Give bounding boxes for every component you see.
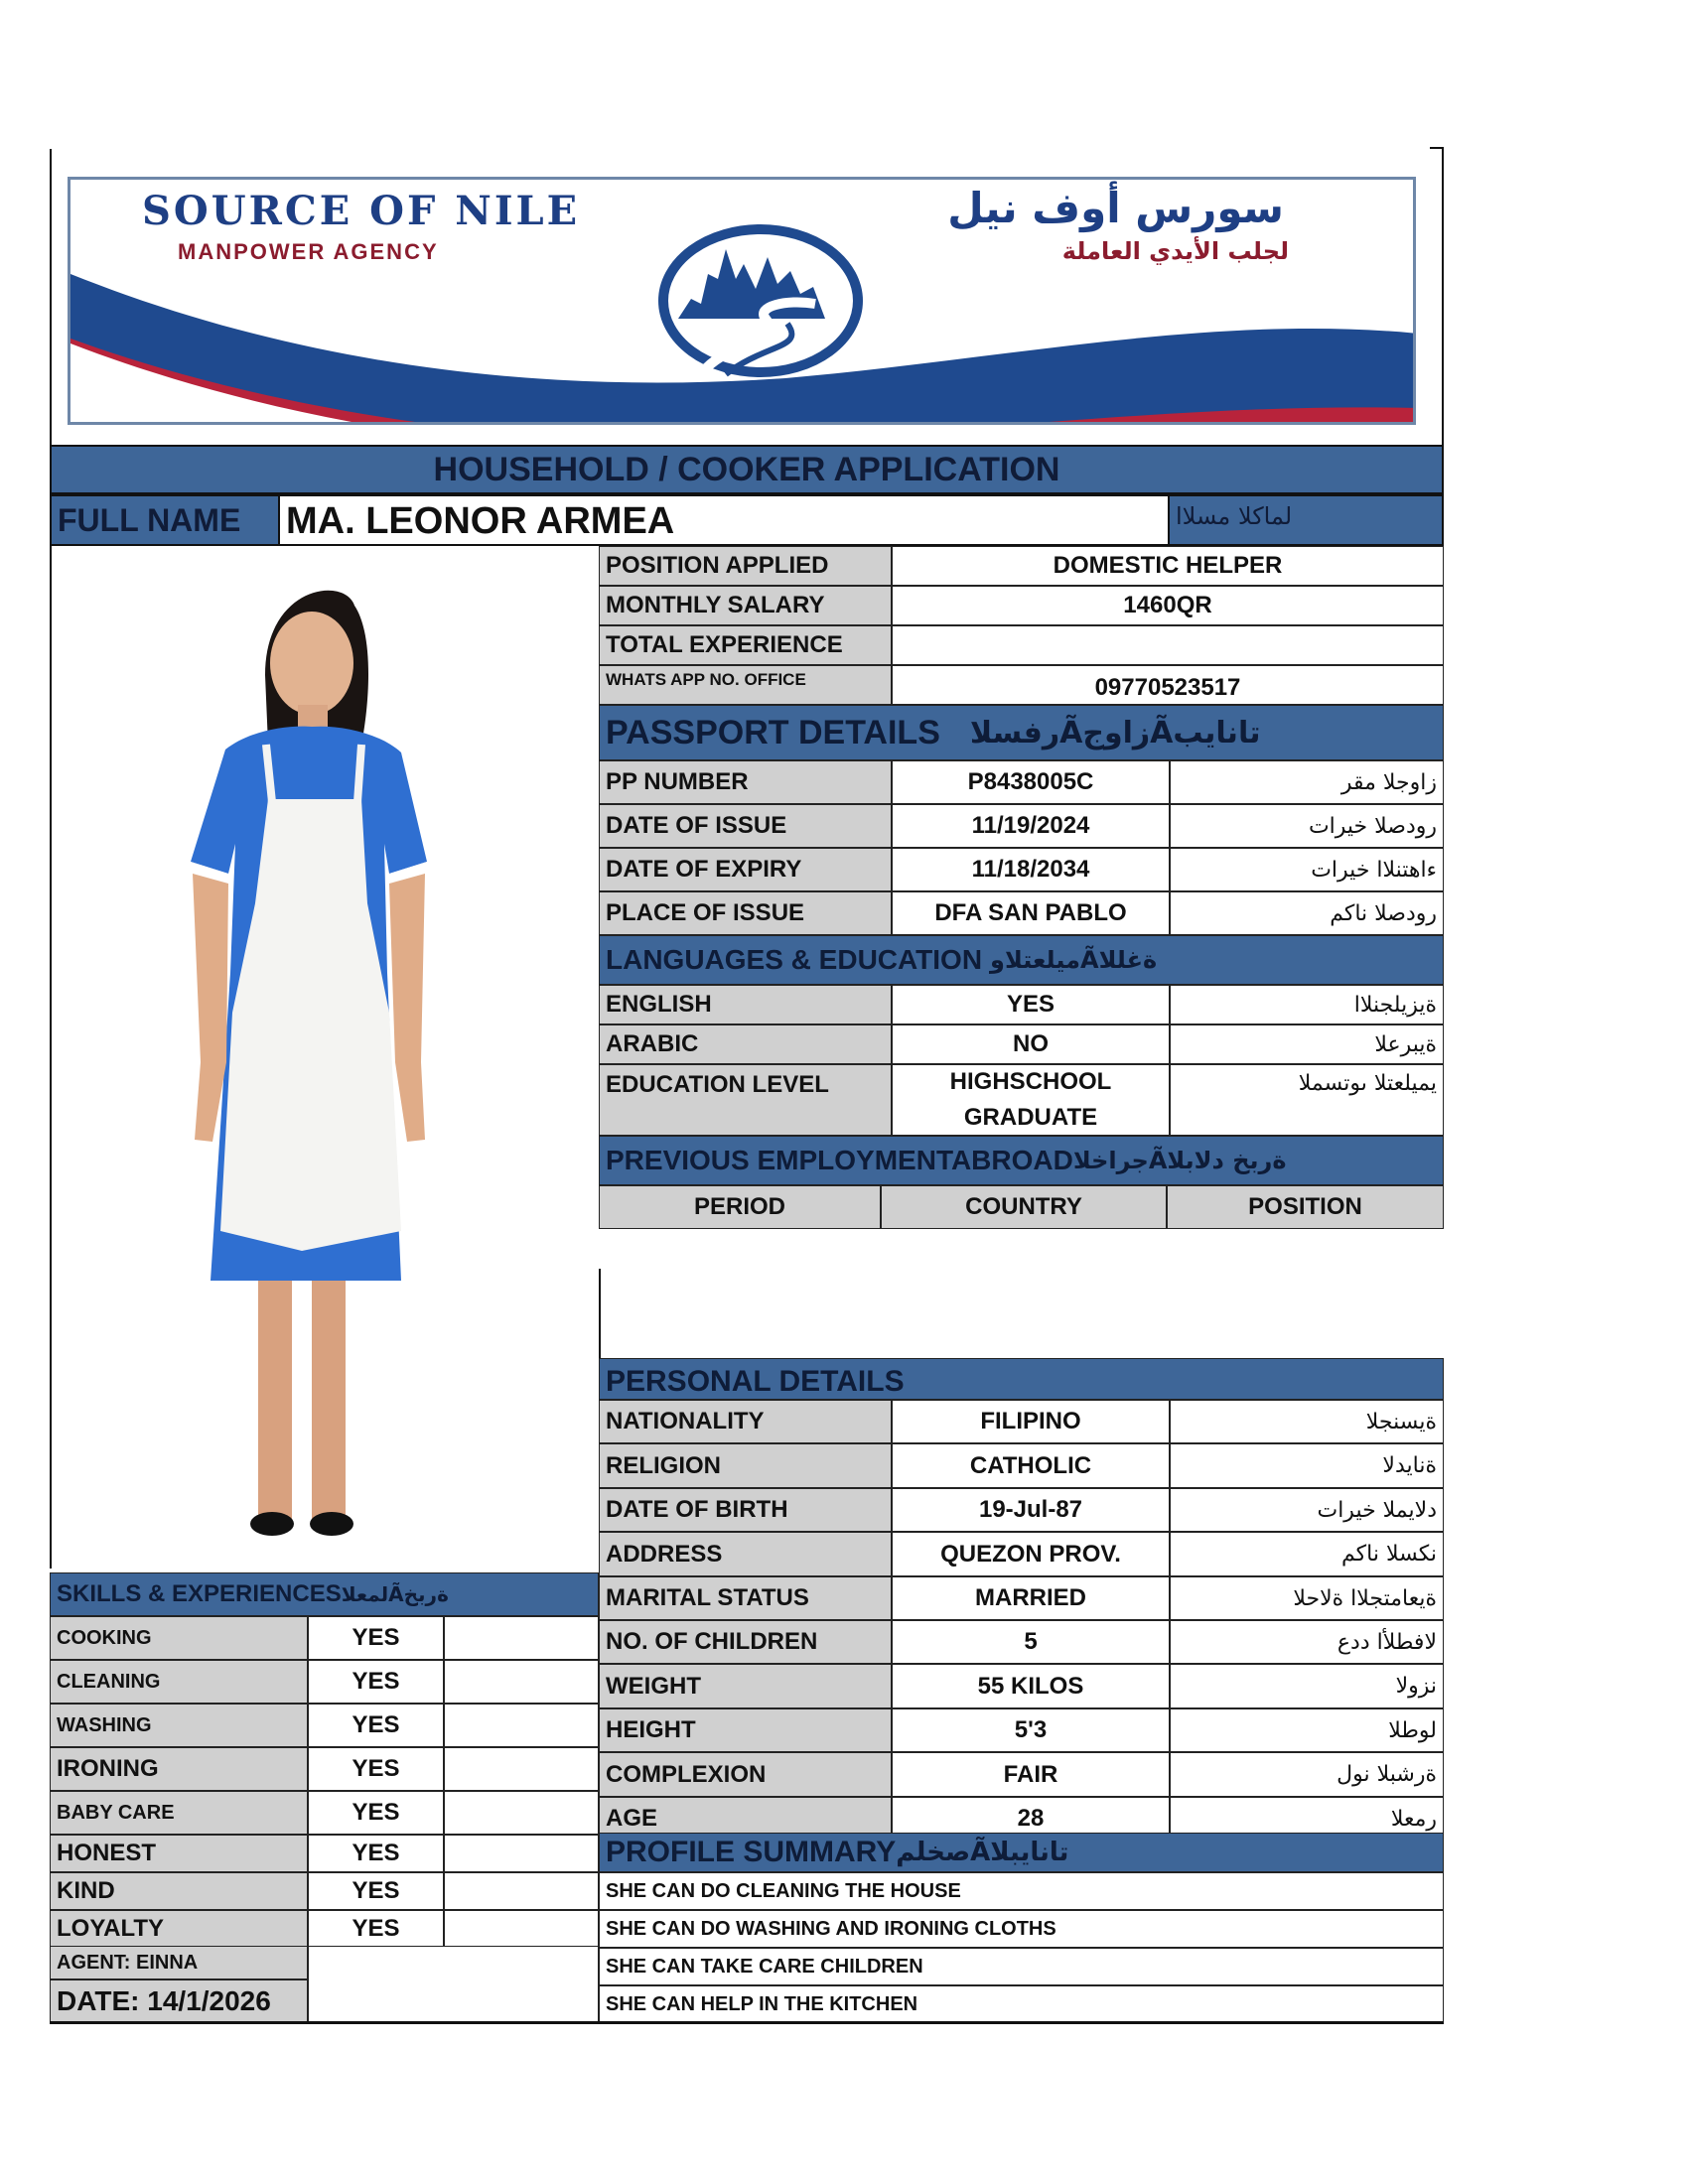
personal-label-1: RELIGION [599,1443,892,1488]
employment-col-position: POSITION [1167,1185,1444,1229]
education-level-line2: GRADUATE [963,1104,1098,1131]
personal-label-9: AGE [599,1797,892,1841]
personal-section-header [599,1358,1444,1400]
personal-label-6: WEIGHT [599,1664,892,1708]
education-level-label: EDUCATION LEVEL [599,1064,892,1136]
personal-value-8: FAIR [892,1752,1170,1797]
whatsapp-label: WHATS APP NO. OFFICE [599,665,892,705]
logo-english-subtitle: MANPOWER AGENCY [178,239,439,264]
employment-col-period: PERIOD [599,1185,881,1229]
personal-value-0: FILIPINO [892,1400,1170,1443]
personal-arabic-4: ةيعامتجلاا ةلاحلا [1170,1576,1444,1620]
whatsapp-value: 09770523517 [892,665,1444,705]
personal-label-8: COMPLEXION [599,1752,892,1797]
skill-label-2: WASHING [50,1704,308,1747]
skills-title-arabic: لمعلاÃةربخ [341,1582,449,1606]
skill-value-7: YES [308,1910,444,1948]
arabic-label: ARABIC [599,1024,892,1064]
monthly-salary-value: 1460QR [892,586,1444,625]
skill-value-4: YES [308,1791,444,1835]
passport-title: PASSPORT DETAILS [606,713,940,751]
total-experience-label: TOTAL EXPERIENCE [599,625,892,665]
profile-line-3: SHE CAN TAKE CARE CHILDREN [599,1948,1444,1985]
logo-english-name: SOURCE OF NILE [142,188,581,234]
profile-section-header [599,1833,1444,1872]
skill-blank-cell-6 [444,1872,599,1910]
logo-arabic-subtitle: لجلب الأيدي العاملة [1061,237,1289,265]
employment-col-country: COUNTRY [881,1185,1167,1229]
english-label: ENGLISH [599,985,892,1024]
skill-label-3: IRONING [50,1747,308,1791]
skill-label-4: BABY CARE [50,1791,308,1835]
pp-number-label: PP NUMBER [599,760,892,804]
frame-bottom-line [50,2021,1444,2024]
skill-label-7: LOYALTY [50,1910,308,1948]
personal-label-7: HEIGHT [599,1708,892,1752]
english-value: YES [892,985,1170,1024]
position-applied-label: POSITION APPLIED [599,546,892,586]
passport-section-header [599,705,1444,760]
personal-title: PERSONAL DETAILS [606,1365,905,1398]
personal-arabic-9: رمعلا [1170,1797,1444,1841]
skill-label-6: KIND [50,1872,308,1910]
frame-top-right-line [1442,147,1444,445]
monthly-salary-label: MONTHLY SALARY [599,586,892,625]
form-title: HOUSEHOLD / COOKER APPLICATION [433,450,1060,488]
total-experience-value [892,625,1444,665]
skills-title: SKILLS & EXPERIENCES [57,1580,342,1607]
skill-blank-cell-4 [444,1791,599,1835]
passport-title-arabic: رفسلاÃزاوجÃتانايب [969,715,1261,751]
agent-blank-cell [308,1946,599,2023]
personal-label-2: DATE OF BIRTH [599,1488,892,1532]
date-of-issue-arabic: رودصلا خيرات [1170,804,1444,848]
place-of-issue-arabic: رودصلا ناكم [1170,891,1444,935]
employment-section-header [599,1136,1444,1185]
pp-number-value: P8438005C [892,760,1170,804]
full-name-row [50,494,1444,546]
profile-title-arabic: صخلمÃتانايبلا [896,1838,1069,1867]
personal-value-9: 28 [892,1797,1170,1841]
skill-blank-cell-7 [444,1910,599,1948]
personal-label-3: ADDRESS [599,1532,892,1576]
skill-blank-cell-5 [444,1835,599,1872]
personal-value-6: 55 KILOS [892,1664,1170,1708]
photo-area [50,546,599,1569]
agent-label: AGENT: EINNA [50,1946,308,1979]
date-of-issue-label: DATE OF ISSUE [599,804,892,848]
employment-empty-divider [599,1269,601,1358]
english-arabic: ةيزيلجنلاا [1170,985,1444,1024]
personal-value-1: CATHOLIC [892,1443,1170,1488]
personal-arabic-5: لافطلأا ددع [1170,1620,1444,1664]
full-name-value-box [278,496,1170,544]
personal-arabic-6: نزولا [1170,1664,1444,1708]
skill-label-0: COOKING [50,1616,308,1660]
personal-arabic-1: ةنايدلا [1170,1443,1444,1488]
agency-logo [68,177,1416,425]
place-of-issue-value: DFA SAN PABLO [892,891,1170,935]
arabic-arabic: ةيبرعلا [1170,1024,1444,1064]
languages-title-arabic: ميلعتلاوÃةغللا [990,946,1158,974]
pp-number-arabic: زاوجلا مقر [1170,760,1444,804]
education-level-value [892,1064,1170,1136]
personal-arabic-8: ةرشبلا نول [1170,1752,1444,1797]
skills-section-header [50,1572,599,1616]
skill-value-3: YES [308,1747,444,1791]
personal-arabic-0: ةيسنجلا [1170,1400,1444,1443]
skill-value-2: YES [308,1704,444,1747]
date-of-expiry-label: DATE OF EXPIRY [599,848,892,891]
arabic-value: NO [892,1024,1170,1064]
skill-value-0: YES [308,1616,444,1660]
skill-value-6: YES [308,1872,444,1910]
skill-blank-cell-3 [444,1747,599,1791]
personal-arabic-3: نكسلا ناكم [1170,1532,1444,1576]
date-of-expiry-value: 11/18/2034 [892,848,1170,891]
profile-title: PROFILE SUMMARY [606,1836,897,1868]
position-applied-value: DOMESTIC HELPER [892,546,1444,586]
frame-left-line [50,149,52,447]
profile-line-2: SHE CAN DO WASHING AND IRONING CLOTHS [599,1910,1444,1948]
skill-blank-cell-2 [444,1704,599,1747]
skill-blank-cell-0 [444,1616,599,1660]
employment-title: PREVIOUS EMPLOYMENTABROAD [606,1145,1073,1175]
skill-value-5: YES [308,1835,444,1872]
date-of-expiry-arabic: ءاهتنلاا خيرات [1170,848,1444,891]
skill-value-1: YES [308,1660,444,1704]
languages-title: LANGUAGES & EDUCATION [606,944,983,975]
personal-label-5: NO. OF CHILDREN [599,1620,892,1664]
personal-value-5: 5 [892,1620,1170,1664]
languages-section-header [599,935,1444,985]
full-name-value: MA. LEONOR ARMEA [286,500,675,542]
personal-arabic-7: لوطلا [1170,1708,1444,1752]
personal-label-4: MARITAL STATUS [599,1576,892,1620]
skill-label-5: HONEST [50,1835,308,1872]
employment-title-arabic: جراخلاÃةربخ دلابلا [1072,1147,1287,1174]
date-label: DATE: 14/1/2026 [50,1979,308,2023]
skill-label-1: CLEANING [50,1660,308,1704]
form-title-bar [50,445,1444,494]
applicant-photo [52,546,601,1569]
education-level-line1: HIGHSCHOOL [949,1068,1112,1095]
personal-arabic-2: دلايملا خيرات [1170,1488,1444,1532]
profile-line-1: SHE CAN DO CLEANING THE HOUSE [599,1872,1444,1910]
personal-value-3: QUEZON PROV. [892,1532,1170,1576]
personal-label-0: NATIONALITY [599,1400,892,1443]
skill-blank-cell-1 [444,1660,599,1704]
education-level-arabic: يميلعتلا ىوتسملا [1170,1064,1444,1136]
full-name-label: FULL NAME [58,502,241,538]
date-of-issue-value: 11/19/2024 [892,804,1170,848]
personal-value-4: MARRIED [892,1576,1170,1620]
personal-value-7: 5'3 [892,1708,1170,1752]
frame-top-tick [1430,147,1444,149]
full-name-arabic-label: لماكلا مسلاا [1176,502,1293,530]
personal-value-2: 19-Jul-87 [892,1488,1170,1532]
logo-arabic-name: سورس أوف نيل [947,184,1284,232]
place-of-issue-label: PLACE OF ISSUE [599,891,892,935]
profile-line-4: SHE CAN HELP IN THE KITCHEN [599,1985,1444,2023]
